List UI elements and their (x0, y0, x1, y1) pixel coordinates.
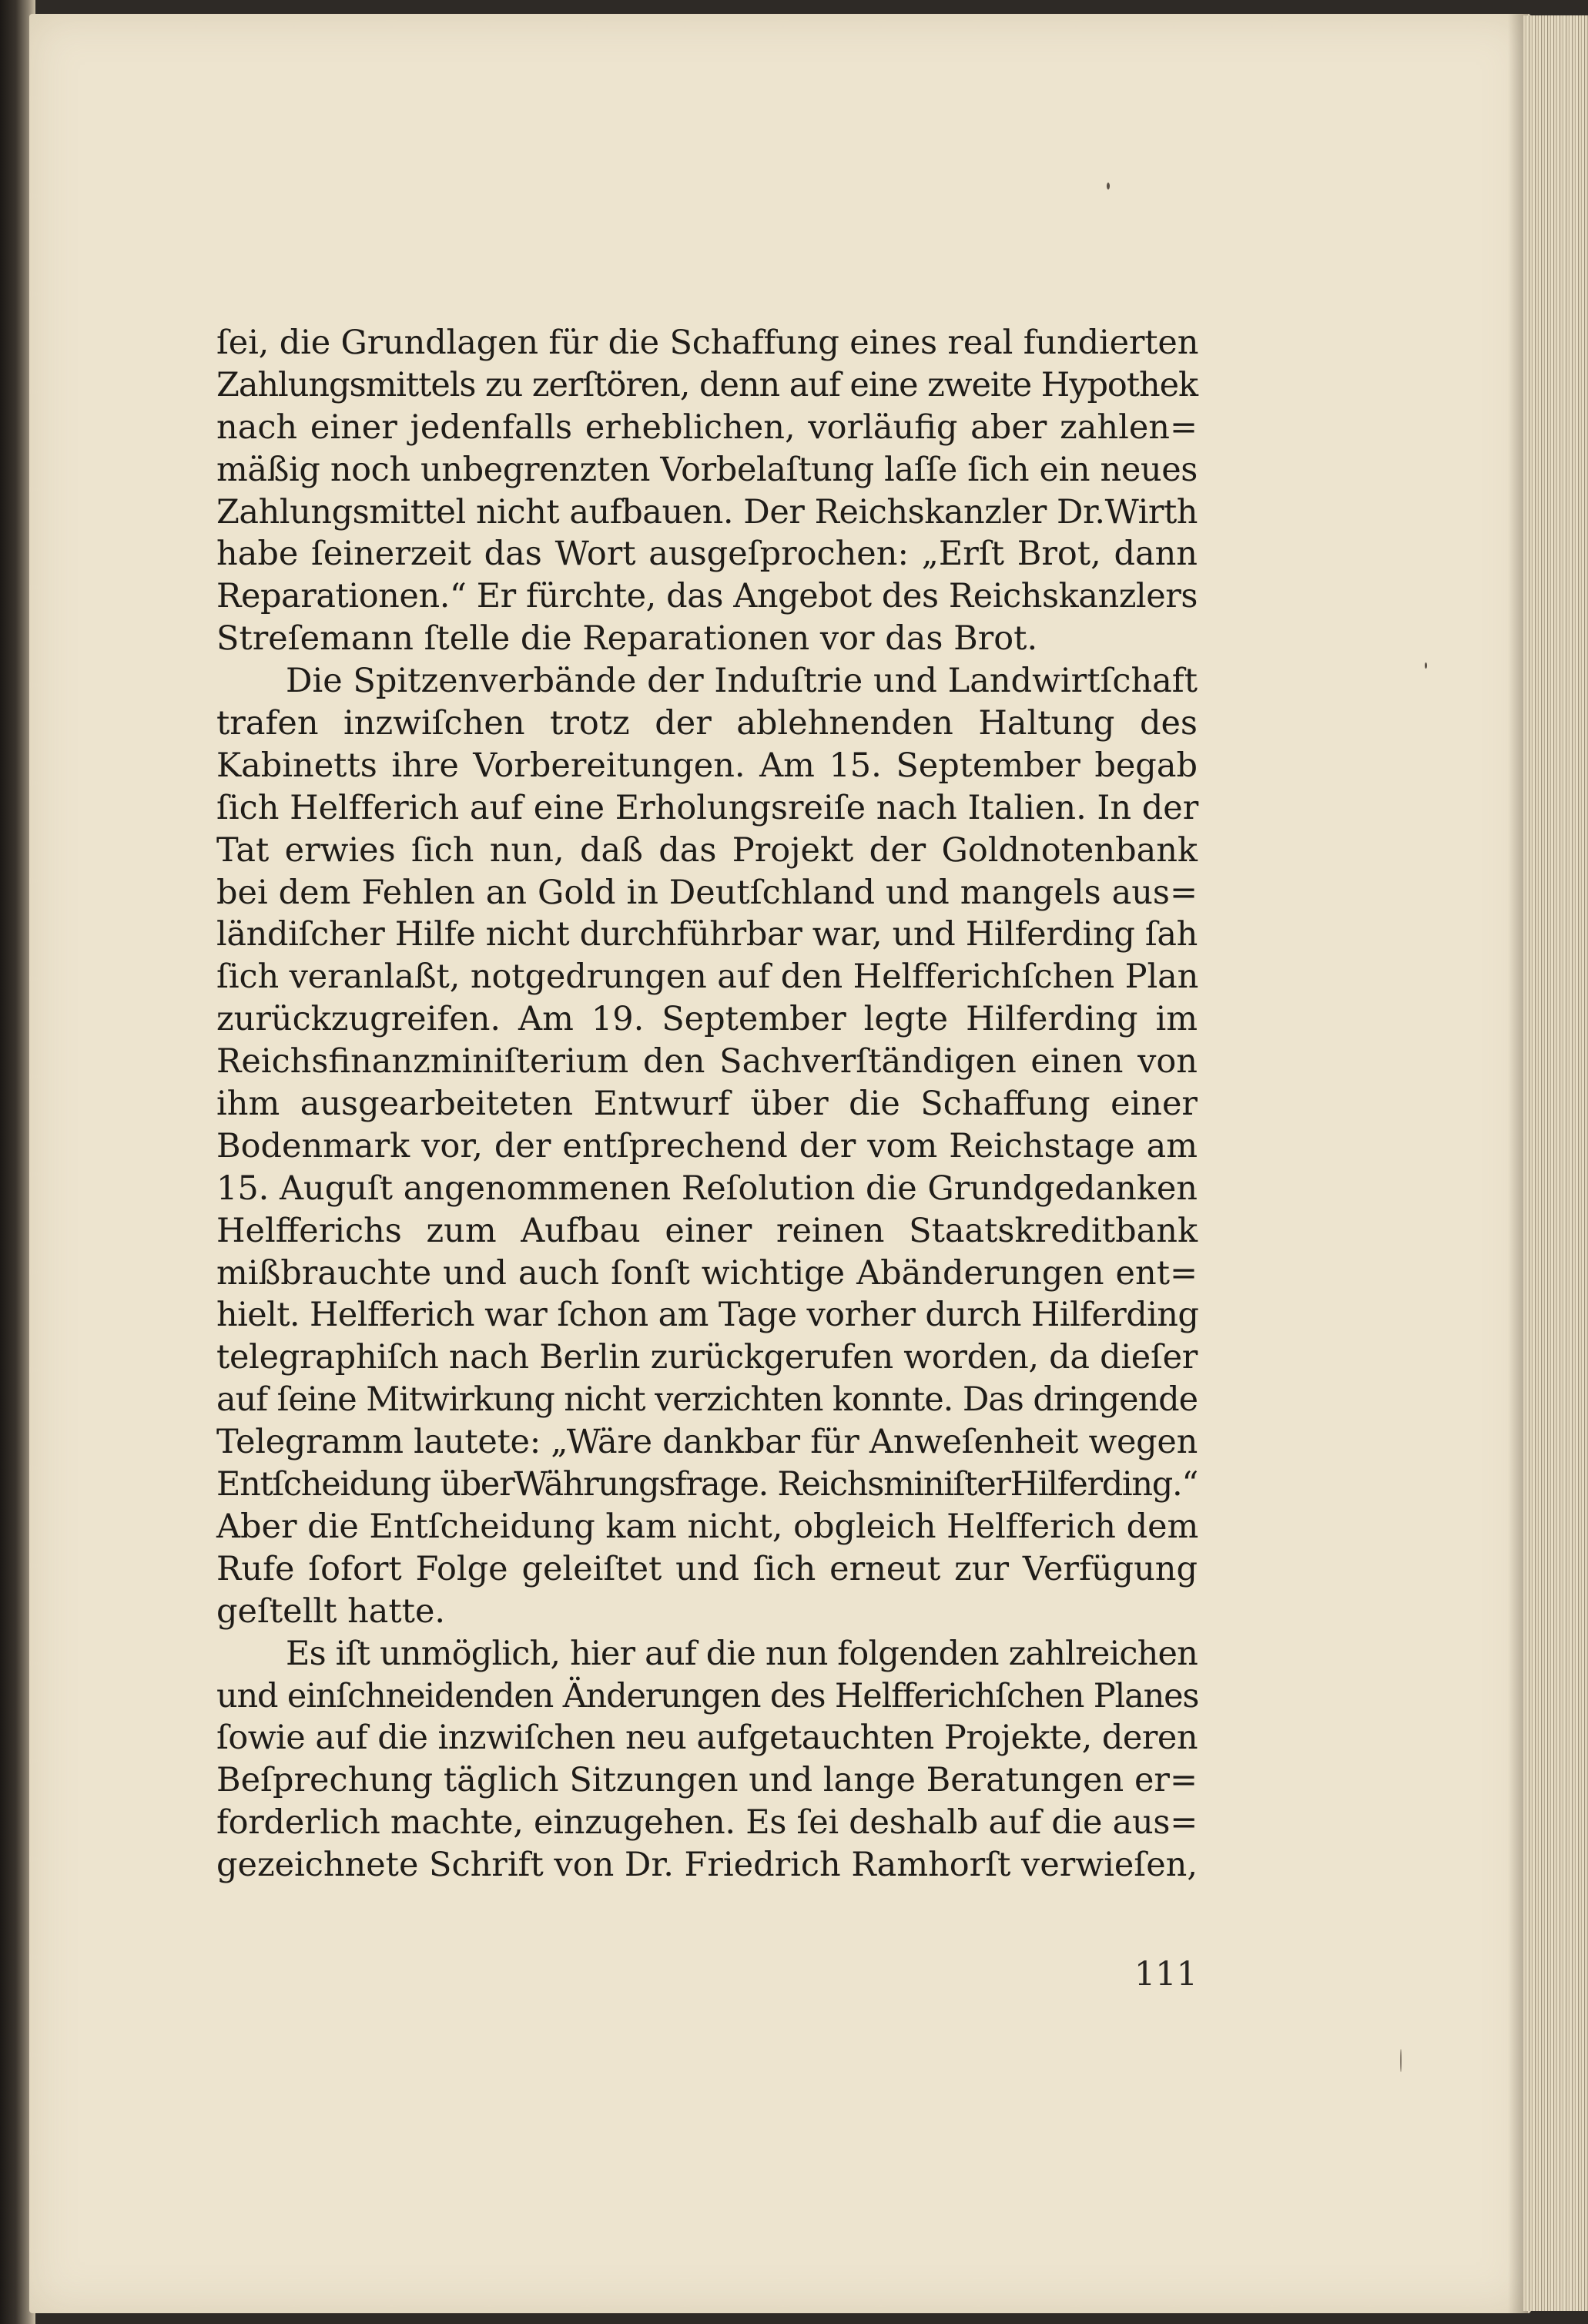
text-line: auf ſeine Mitwirkung nicht verzichten konnte. Das dringende (216, 1380, 1198, 1420)
text-line: Zahlungsmittels zu zerſtören, denn auf eine zweite Hypothek (216, 365, 1198, 404)
text-line: ſich veranlaßt, notgedrungen auf den Helfferichſchen Plan (216, 957, 1199, 997)
ink-speck (1400, 2049, 1402, 2072)
text-line: forderlich machte, einzugehen. Es ſei deshalb auf die aus= (216, 1803, 1198, 1843)
text-line: Es iſt unmöglich, hier auf die nun folgenden zahlreichen (286, 1634, 1198, 1673)
paragraph-2 (216, 660, 1198, 1632)
text-line: zurückzugreifen. Am 19. September legte Hilferding im (216, 1000, 1198, 1039)
text-line: Entſcheidung überWährungsfrage. ReichsminiſterHilferding.“ (216, 1465, 1198, 1504)
paragraph-1 (216, 322, 1198, 660)
text-line: Streſemann ſtelle die Reparationen vor das Brot. (216, 619, 1038, 659)
text-line: Aber die Entſcheidung kam nicht, obgleich Helfferich dem (216, 1507, 1199, 1546)
text-line: Helfferichs zum Aufbau einer reinen Staatskreditbank (216, 1211, 1198, 1250)
text-line: ſowie auf die inzwiſchen neu aufgetauchten Projekte, deren (216, 1719, 1198, 1758)
ink-speck (1107, 183, 1110, 189)
text-line: mißbrauchte und auch ſonſt wichtige Abänderungen ent= (216, 1253, 1198, 1293)
text-line: Beſprechung täglich Sitzungen und lange Beratungen er= (216, 1761, 1198, 1800)
text-line: 15. Auguſt angenommenen Reſolution die Grundgedanken (216, 1169, 1198, 1208)
text-line: Zahlungsmittel nicht aufbauen. Der Reichskanzler Dr.Wirth (216, 492, 1198, 532)
text-line: Rufe ſofort Folge geleiſtet und ſich erneut zur Verfügung (216, 1549, 1198, 1588)
text-line: Bodenmark vor, der entſprechend der vom Reichstage am (216, 1126, 1198, 1165)
text-line: bei dem Fehlen an Gold in Deutſchland und mangels aus= (216, 873, 1198, 912)
text-line: Kabinetts ihre Vorbereitungen. Am 15. September begab (216, 746, 1198, 785)
text-line: telegraphiſch nach Berlin zurückgerufen worden, da dieſer (216, 1338, 1198, 1377)
text-line: habe ſeinerzeit das Wort ausgeſprochen: „Erſt Brot, dann (216, 535, 1198, 574)
text-line: geſtellt hatte. (216, 1591, 446, 1631)
text-line: und einſchneidenden Änderungen des Helfferichſchen Planes (216, 1676, 1199, 1715)
ink-speck (1425, 662, 1427, 669)
text-line: ſei, die Grundlagen für die Schaffung eines real fundierten (216, 324, 1199, 362)
text-line: ländiſcher Hilfe nicht durchführbar war, und Hilferding ſah (216, 915, 1198, 954)
text-line: nach einer jedenfalls erheblichen, vorläufig aber zahlen= (216, 407, 1198, 447)
page-number: 111 (1134, 1955, 1198, 1994)
text-line: mäßig noch unbegrenzten Vorbelaſtung laſſe ſich ein neues (216, 450, 1198, 489)
text-line: Reichsfinanzminiſterium den Sachverſtändigen einen von (216, 1042, 1198, 1082)
body-text (216, 322, 1198, 1886)
stacked-page-edges (1523, 15, 1588, 2311)
text-line: Reparationen.“ Er fürchte, das Angebot des Reichskanzlers (216, 577, 1198, 616)
text-line: hielt. Helfferich war ſchon am Tage vorher durch Hilferding (216, 1296, 1199, 1335)
text-line: ihm ausgearbeiteten Entwurf über die Schaffung einer (216, 1085, 1198, 1124)
paragraph-3 (216, 1633, 1198, 1886)
text-line: Telegramm lautete: „Wäre dankbar für Anweſenheit wegen (216, 1423, 1198, 1462)
text-line: ſich Helfferich auf eine Erholungsreiſe nach Italien. In der (216, 788, 1199, 827)
text-line: Die Spitzenverbände der Induſtrie und Landwirtſchaft (286, 662, 1198, 701)
text-line: Tat erwies ſich nun, daß das Projekt der Goldnotenbank (216, 830, 1198, 870)
text-line: trafen inzwiſchen trotz der ablehnenden Haltung des (216, 704, 1198, 743)
text-line: gezeichnete Schrift von Dr. Friedrich Ramhorſt verwieſen, (216, 1846, 1198, 1885)
